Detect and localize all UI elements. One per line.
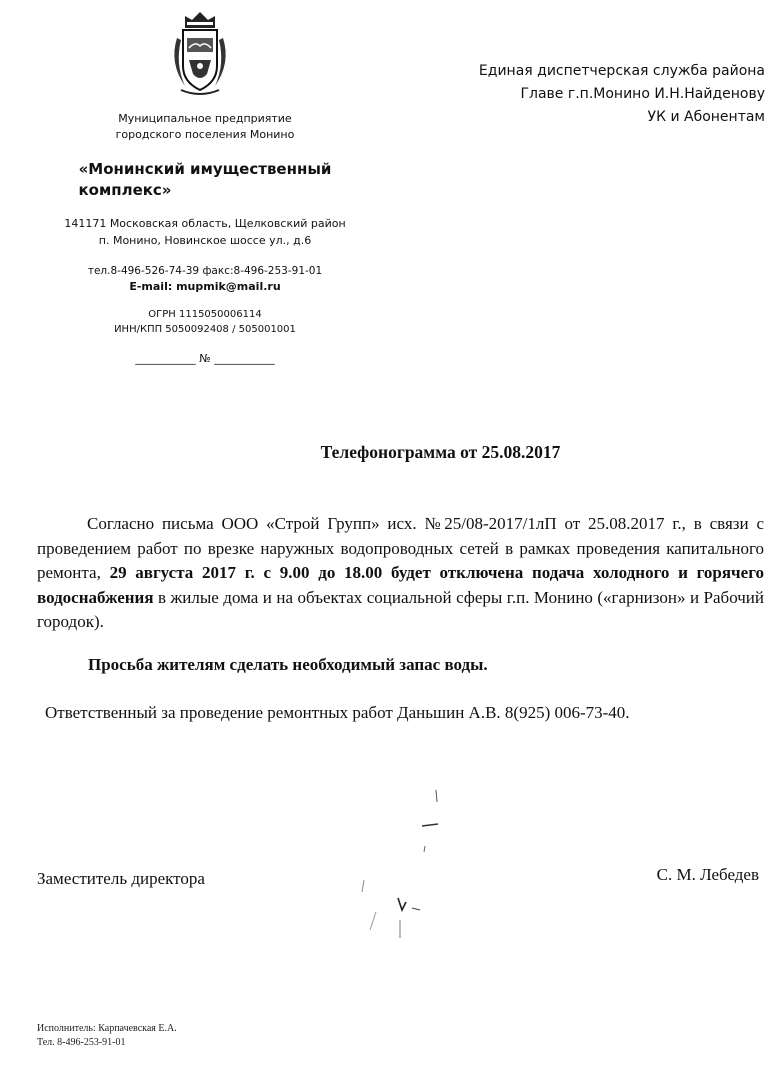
body-paragraph bbox=[37, 512, 764, 635]
phone-fax: тел.8-496-526-74-39 факс:8-496-253-91-01 bbox=[87, 265, 323, 277]
request-line: Просьба жителям сделать необходимый запас воды. bbox=[88, 655, 488, 674]
body-text-part1: Согласно письма ООО «Строй Групп» исх. №25/08-2017/1лП от 25.08.2017 г., в связи с проведением работ по врезке наружных водопроводных сетей в рамках проведения капитального ремонта, bbox=[37, 514, 764, 582]
signatory-name: С. М. Лебедев bbox=[656, 865, 759, 884]
org-type-line: Муниципальное предприятие bbox=[118, 112, 292, 125]
body-text-part2: в жилые дома и на объектах социальной сферы г.п. Монино («гарнизон» и Рабочий городок). bbox=[37, 587, 764, 631]
inn-kpp: ИНН/КПП 5050092408 / 505001001 bbox=[114, 324, 296, 335]
address-line1: 141171 Московская область, Щелковский район bbox=[64, 217, 346, 230]
executor-name: Исполнитель: Карпачевская Е.А. bbox=[37, 1023, 177, 1034]
org-name-line1: «Монинский имущественный bbox=[78, 160, 332, 178]
recipient-head: Главе г.п.Монино И.Н.Найденову bbox=[520, 86, 765, 102]
responsible-line: Ответственный за проведение ремонтных работ Даньшин А.В. 8(925) 006-73-40. bbox=[45, 703, 630, 722]
address-line2: п. Монино, Новинское шоссе ул., д.6 bbox=[98, 234, 312, 247]
body-text-bold: 29 августа 2017 г. с 9.00 до 18.00 будет отключена подача холодного и горячего водоснабжения bbox=[37, 563, 764, 607]
org-settlement-line: городского поселения Монино bbox=[115, 128, 295, 141]
ogrn: ОГРН 1115050006114 bbox=[148, 309, 262, 320]
signatory-title: Заместитель директора bbox=[37, 869, 205, 888]
executor-phone: Тел. 8-496-253-91-01 bbox=[37, 1037, 126, 1048]
registration-number: ___________ № ___________ bbox=[135, 352, 275, 365]
recipient-subscribers: УК и Абонентам bbox=[647, 109, 765, 125]
document-title: Телефонограмма от 25.08.2017 bbox=[320, 442, 561, 462]
org-name-line2: комплекс» bbox=[78, 181, 172, 199]
recipient-dispatch: Единая диспетчерская служба района bbox=[478, 63, 765, 79]
signature-marks bbox=[340, 780, 460, 950]
email: E-mail: mupmik@mail.ru bbox=[129, 280, 281, 293]
coat-of-arms-emblem bbox=[165, 8, 235, 96]
